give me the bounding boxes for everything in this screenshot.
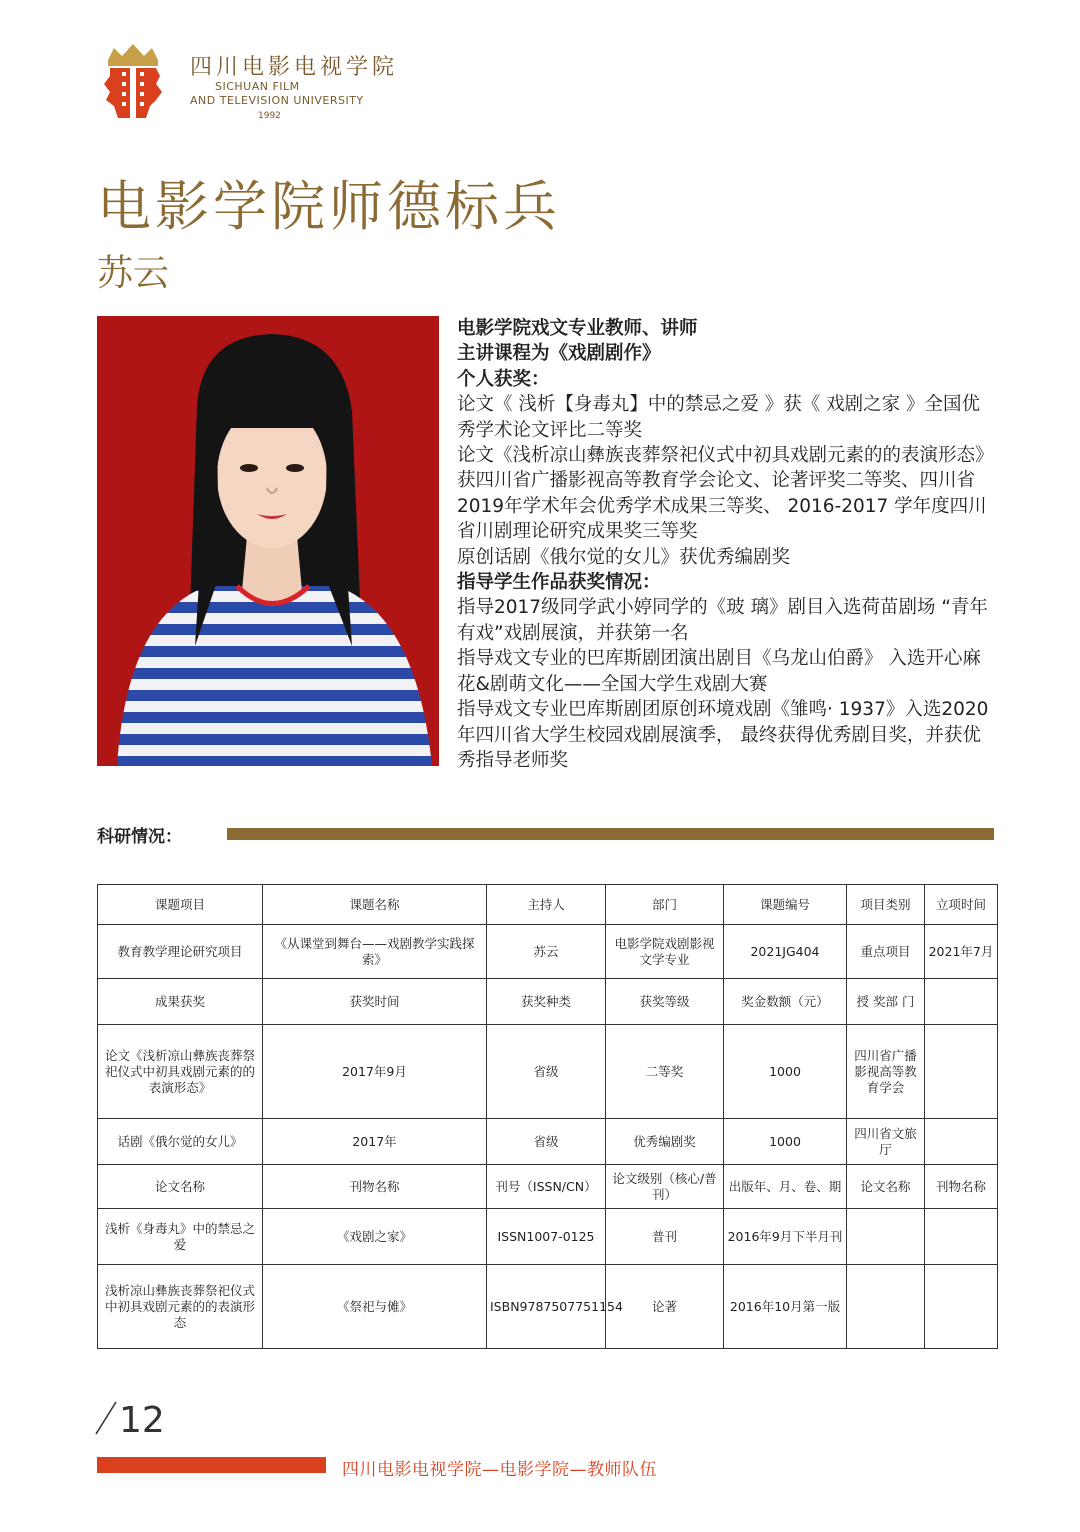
table-cell: 2016年10月第一版 (724, 1265, 847, 1349)
table-cell: 2017年9月 (263, 1025, 487, 1119)
table-row (98, 1119, 998, 1165)
bio-line: 花&剧萌文化——全国大学生戏剧大赛 (457, 673, 768, 695)
table-cell: 立项时间 (925, 885, 998, 925)
table-cell: 获奖等级 (606, 979, 724, 1025)
table-row (98, 1265, 998, 1349)
research-table (97, 884, 998, 1349)
footer-bar (97, 1457, 326, 1473)
table-cell: 1000 (724, 1025, 847, 1119)
bio-line: 2019年学术年会优秀学术成果三等奖、 2016-2017 学年度四川 (457, 495, 987, 517)
table-cell: 2016年9月下半月刊 (724, 1209, 847, 1265)
table-cell: 《祭祀与傩》 (263, 1265, 487, 1349)
table-row (98, 1025, 998, 1119)
bio-line: 原创话剧《俄尔觉的女儿》获优秀编剧奖 (457, 546, 791, 568)
table-cell: 论文《浅析凉山彝族丧葬祭祀仪式中初具戏剧元素的的表演形态》 (98, 1025, 263, 1119)
table-cell: 课题编号 (724, 885, 847, 925)
bio-line: 主讲课程为《戏剧剧作》 (457, 343, 661, 365)
table-row (98, 979, 998, 1025)
table-cell: 重点项目 (847, 925, 925, 979)
table-cell: 二等奖 (606, 1025, 724, 1119)
bio-line: 指导2017级同学武小婷同学的《玻 璃》剧目入选荷苗剧场 “青年 (457, 597, 988, 619)
table-cell: ISBN9787507751154 (487, 1265, 606, 1349)
table-row (98, 885, 998, 925)
bio-line: 获四川省广播影视高等教育学会论文、论著评奖二等奖、四川省 (457, 470, 976, 492)
table-cell: 出版年、月、卷、期 (724, 1165, 847, 1209)
table-cell: 《戏剧之家》 (263, 1209, 487, 1265)
logo-name-cn: 四川电影电视学院 (190, 55, 399, 80)
slash-icon (92, 1400, 118, 1436)
footer-text: 四川电影电视学院—电影学院—教师队伍 (342, 1460, 657, 1480)
bio-line: 论文《浅析凉山彝族丧葬祭祀仪式中初具戏剧元素的的表演形态》 (457, 445, 994, 467)
logo-name-en-line2: AND TELEVISION UNIVERSITY (190, 94, 364, 107)
table-cell: 2021JG404 (724, 925, 847, 979)
table-cell: 浅析《身毒丸》中的禁忌之爱 (98, 1209, 263, 1265)
person-name: 苏云 (97, 253, 170, 294)
table-cell (847, 1209, 925, 1265)
bio-line: 秀指导老师奖 (457, 749, 569, 771)
logo-year: 1992 (258, 111, 281, 121)
table-cell: 课题项目 (98, 885, 263, 925)
table-cell (847, 1265, 925, 1349)
bio-line: 有戏”戏剧展演，并获第一名 (457, 622, 689, 644)
table-cell: 四川省广播影视高等教育学会 (847, 1025, 925, 1119)
table-row (98, 925, 998, 979)
table-cell: 《从课堂到舞台——戏剧教学实践探索》 (263, 925, 487, 979)
table-cell: 2017年 (263, 1119, 487, 1165)
page-title: 电影学院师德标兵 (97, 175, 561, 238)
page-number: 12 (119, 1400, 165, 1441)
table-cell: 论文名称 (98, 1165, 263, 1209)
portrait-photo (97, 316, 439, 766)
table-cell: 授 奖部 门 (847, 979, 925, 1025)
table-cell: ISSN1007-0125 (487, 1209, 606, 1265)
bio-line: 个人获奖： (457, 368, 550, 390)
table-cell: 1000 (724, 1119, 847, 1165)
table-cell: 刊号（ISSN/CN） (487, 1165, 606, 1209)
table-row (98, 1209, 998, 1265)
bio-line: 电影学院戏文专业教师、讲师 (457, 318, 698, 339)
university-logo-icon (100, 44, 166, 120)
table-cell: 话剧《俄尔觉的女儿》 (98, 1119, 263, 1165)
table-cell (925, 1119, 998, 1165)
table-cell: 论著 (606, 1265, 724, 1349)
table-cell: 成果获奖 (98, 979, 263, 1025)
table-cell (925, 1209, 998, 1265)
table-cell: 优秀编剧奖 (606, 1119, 724, 1165)
table-cell (925, 979, 998, 1025)
table-cell: 课题名称 (263, 885, 487, 925)
table-cell: 省级 (487, 1119, 606, 1165)
table-row (98, 1165, 998, 1209)
table-cell: 论文级别（核心/普刊） (606, 1165, 724, 1209)
table-cell: 四川省文旅厅 (847, 1119, 925, 1165)
bio-text (457, 316, 1017, 773)
table-cell: 获奖种类 (487, 979, 606, 1025)
table-cell: 电影学院戏剧影视文学专业 (606, 925, 724, 979)
bio-line: 指导学生作品获奖情况： (457, 572, 661, 594)
table-cell: 部门 (606, 885, 724, 925)
section-divider-bar (227, 828, 994, 840)
table-cell: 获奖时间 (263, 979, 487, 1025)
table-cell: 刊物名称 (925, 1165, 998, 1209)
table-cell: 浅析凉山彝族丧葬祭祀仪式中初具戏剧元素的的表演形态 (98, 1265, 263, 1349)
table-cell (925, 1025, 998, 1119)
table-cell: 2021年7月 (925, 925, 998, 979)
bio-line: 指导戏文专业巴库斯剧团原创环境戏剧《雏鸣· 1937》入选2020 (457, 699, 989, 721)
table-cell: 奖金数额（元） (724, 979, 847, 1025)
table-cell (925, 1265, 998, 1349)
table-cell: 项目类别 (847, 885, 925, 925)
bio-line: 省川剧理论研究成果奖三等奖 (457, 521, 698, 543)
table-cell: 论文名称 (847, 1165, 925, 1209)
table-cell: 刊物名称 (263, 1165, 487, 1209)
bio-line: 论文《 浅析【身毒丸】中的禁忌之爱 》获《 戏剧之家 》全国优 (457, 394, 981, 416)
table-cell: 苏云 (487, 925, 606, 979)
logo-name-en-line1: SICHUAN FILM (215, 80, 300, 93)
bio-line: 年四川省大学生校园戏剧展演季， 最终获得优秀剧目奖，并获优 (457, 724, 981, 746)
table-cell: 主持人 (487, 885, 606, 925)
bio-line: 秀学术论文评比二等奖 (457, 419, 643, 441)
table-cell: 普刊 (606, 1209, 724, 1265)
table-cell: 教育教学理论研究项目 (98, 925, 263, 979)
research-section-label: 科研情况： (97, 827, 182, 847)
table-cell: 省级 (487, 1025, 606, 1119)
bio-line: 指导戏文专业的巴库斯剧团演出剧目《乌龙山伯爵》 入选开心麻 (457, 648, 981, 670)
